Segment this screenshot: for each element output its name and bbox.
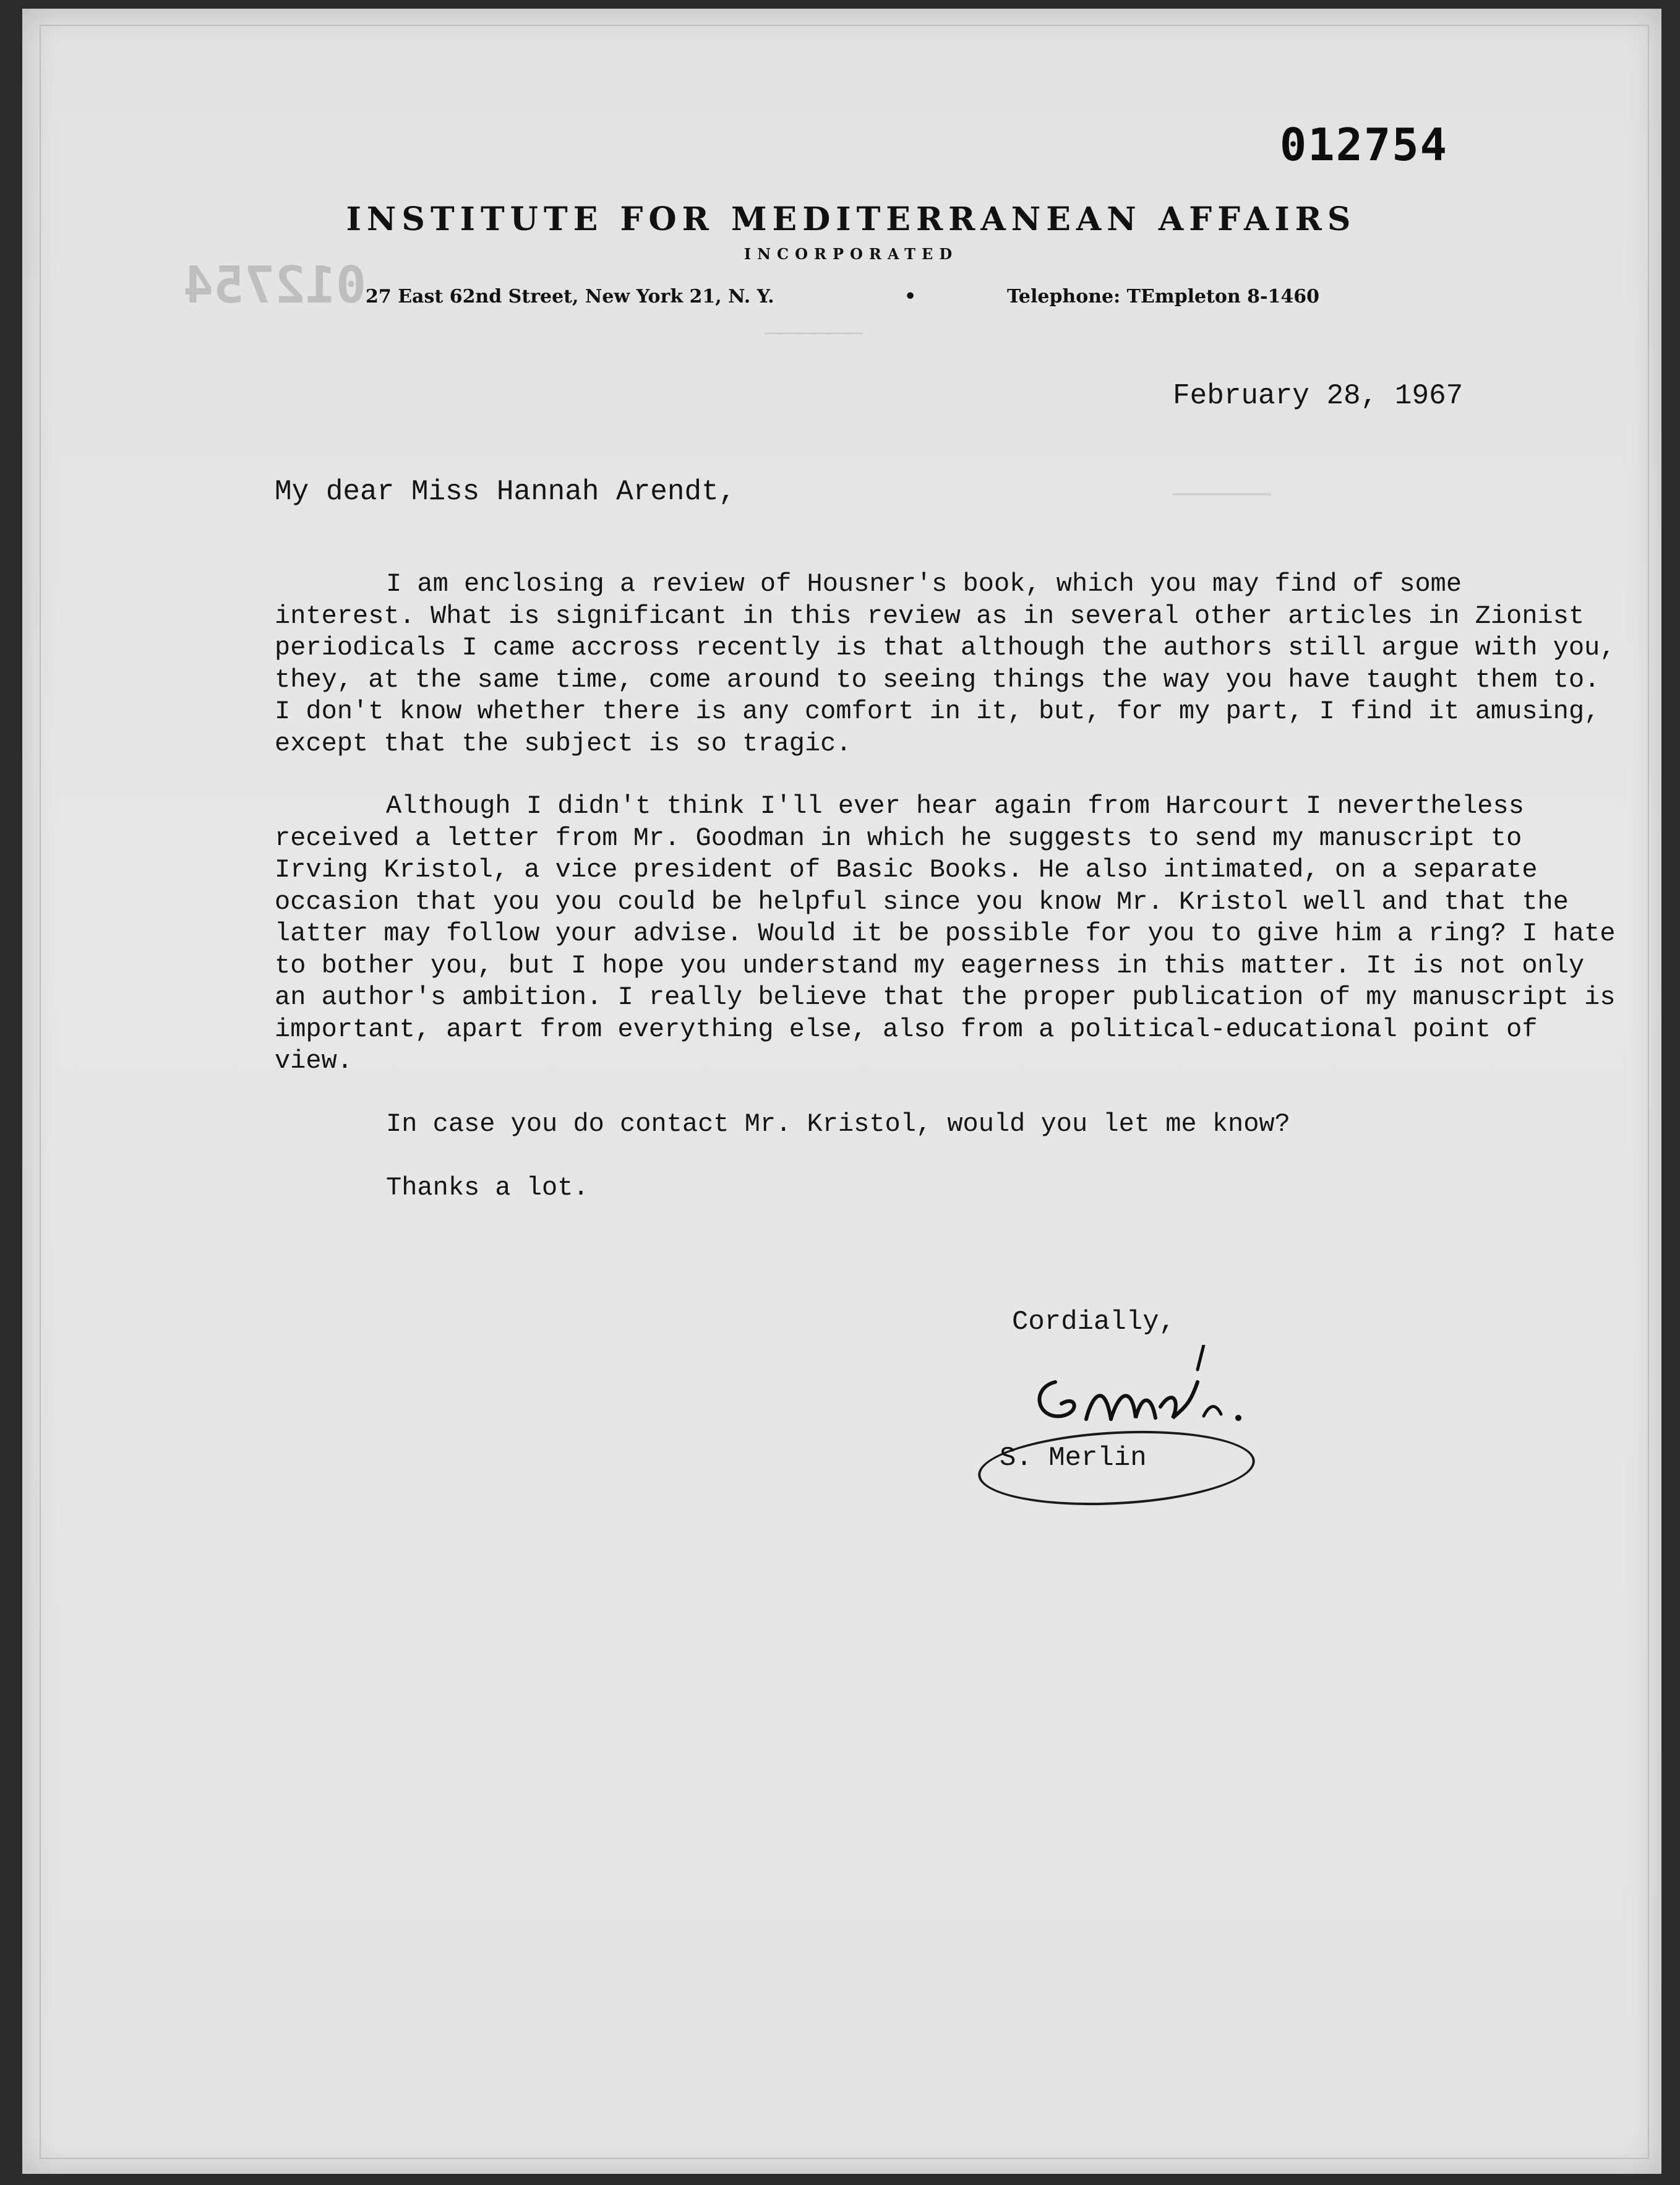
body-line: In case you do contact Mr. Kristol, would you let me know? — [386, 1109, 1290, 1139]
letterhead-telephone: Telephone: TEmpleton 8-1460 — [1007, 286, 1320, 307]
body-paragraph: Although I didn't think I'll ever hear again from Harcourt I nevertheless received a letter from Mr. Goodman in which he suggests to send my manuscript to Irving Kristol, a vice president of Basic Books. He also intimated, on a separate occasion that you you could be helpful since you know Mr. Kristol well and that the latter may follow your advise. Would it be possible for you to give him a ring? I hate to bother you, but I hope you understand my eagerness in this matter. It is not only an author's ambition. I really believe that the proper publication of my manuscript is important, apart from everything else, also from a political-educational point of view. — [275, 791, 1616, 1076]
letter-body — [275, 569, 1617, 1237]
bleed-through-mark: —————— — [765, 318, 863, 349]
handwritten-signature — [1018, 1345, 1253, 1444]
letter-date: February 28, 1967 — [1173, 380, 1464, 412]
letter-sheet — [22, 9, 1661, 2174]
letterhead-separator: • — [904, 286, 917, 307]
signer-name: S. Merlin — [1000, 1443, 1147, 1474]
bleed-through-mark: —————— — [1173, 479, 1271, 510]
bleed-through-number: 012754 — [183, 256, 367, 315]
letterhead-address: 27 East 62nd Street, New York 21, N. Y. — [366, 286, 774, 307]
body-paragraph: I am enclosing a review of Housner's book, which you may find of some interest. What is significant in this review as in several other articles in Zionist periodicals I came accross recently is that although the authors still argue with you, they, at the same time, come around to seeing things the way you have taught them to. I don't know whether there is any comfort in it, but, for my part, I find it amusing, except that the subject is so tragic. — [275, 569, 1616, 758]
salutation: My dear Miss Hannah Arendt, — [275, 476, 736, 508]
closing: Cordially, — [1012, 1307, 1176, 1337]
body-line: Thanks a lot. — [386, 1173, 589, 1203]
document-number: 012754 — [1279, 119, 1448, 171]
letterhead-name: INSTITUTE FOR MEDITERRANEAN AFFAIRS — [346, 200, 1356, 238]
letterhead-incorporated: INCORPORATED — [744, 245, 959, 263]
